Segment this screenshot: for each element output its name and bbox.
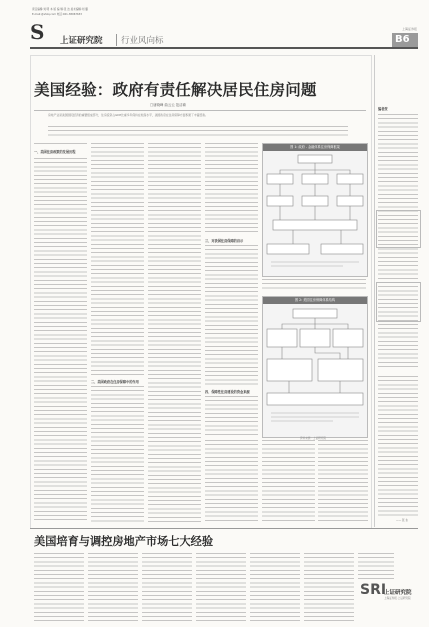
figure1-diagram	[263, 152, 367, 276]
masthead-logo-mark: S	[30, 20, 45, 44]
article1-col4-text	[205, 440, 258, 523]
masthead-logo-text: 上证研究院	[60, 36, 103, 46]
article2-col1-text	[34, 553, 84, 623]
article1-lead-rule	[34, 110, 366, 111]
sidebar-author: —— 张 永	[396, 519, 409, 522]
sidebar-box-2	[376, 282, 421, 322]
footer-logo-sub: 上海证券报·上证研究院	[384, 597, 411, 600]
article2-title: 美国培育与调控房地产市场七大经验	[34, 535, 214, 548]
article2-col3-text	[142, 553, 192, 623]
article1-byline: □唐晓峰 曲云云 范洁瑜	[150, 103, 186, 107]
page-number-badge	[392, 33, 418, 47]
masthead-date: 上海证券报	[401, 27, 417, 31]
article1-subhead-2: 二、美国政府在住房保障中的作用	[91, 380, 139, 384]
article1-col1-text-top	[34, 143, 87, 147]
article2-col7-text	[358, 553, 394, 579]
footer-logo-text: 上证研究院	[384, 590, 412, 596]
article1-col2-text-b	[91, 386, 144, 523]
article1-col5-text	[262, 440, 315, 523]
article1-col3-text	[148, 143, 201, 523]
masthead-divider	[116, 34, 117, 46]
article2-col4-text	[196, 553, 246, 623]
figure1-caption: 图 1: 政府 - 金融体系住房保障框架	[263, 144, 367, 151]
article2-rule	[30, 528, 418, 529]
sidebar-text-bottom	[378, 376, 418, 516]
figure2-caption: 图 2: 美国住房保障体系结构	[263, 297, 367, 304]
sidebar-label: 编者按	[378, 107, 388, 111]
article1-lead-lines	[48, 126, 348, 138]
figure1-panel	[262, 143, 368, 277]
article2-col2-text	[88, 553, 138, 623]
article1-subhead-3: 三、对我国住房保障的启示	[205, 239, 244, 243]
article1-col1-text	[34, 158, 87, 523]
masthead-meta-line2: E-mail:@shzq.com 电话:021-38967633	[32, 13, 82, 16]
article1-lead: 房地产业是美国国民经济的重要组成部分，住房投资占GDP比重多年保持在较高水平，美国政府在住房保障方面积累了丰富经验。	[48, 113, 208, 117]
page-number: B6	[395, 34, 410, 45]
sidebar-box	[376, 210, 421, 248]
article1-title: 美国经验：政府有责任解决居民住房问题	[34, 81, 317, 99]
sidebar-divider	[374, 55, 375, 527]
figure2-panel	[262, 296, 368, 438]
article2-col6-text	[304, 553, 354, 623]
figure2-diagram	[263, 305, 367, 435]
section-title: 行业风向标	[121, 36, 164, 46]
article1-col6-text	[318, 440, 368, 523]
article2-col5-text	[250, 553, 300, 623]
article1-col2-text	[91, 143, 144, 376]
article1-subhead-4: 四、保障性住房建设的资金来源	[205, 390, 250, 394]
article1-col4-top	[205, 143, 258, 235]
figure-source: 资料来源：上证研究院	[300, 437, 326, 440]
masthead-rule	[30, 47, 418, 49]
masthead-meta-line1: 责任编辑:刘 明 本 版 编 辑:张 洁 美术编辑:刘 璐	[32, 8, 88, 11]
article1-col4-low	[205, 396, 258, 436]
article1-subhead-1: 一、美国住房政策的发展历程	[34, 150, 76, 154]
footer-logo-mark: SRI	[360, 582, 387, 598]
footer-logo	[360, 582, 418, 622]
article1-col5-mid	[262, 279, 366, 291]
article1-col4-mid	[205, 245, 258, 385]
